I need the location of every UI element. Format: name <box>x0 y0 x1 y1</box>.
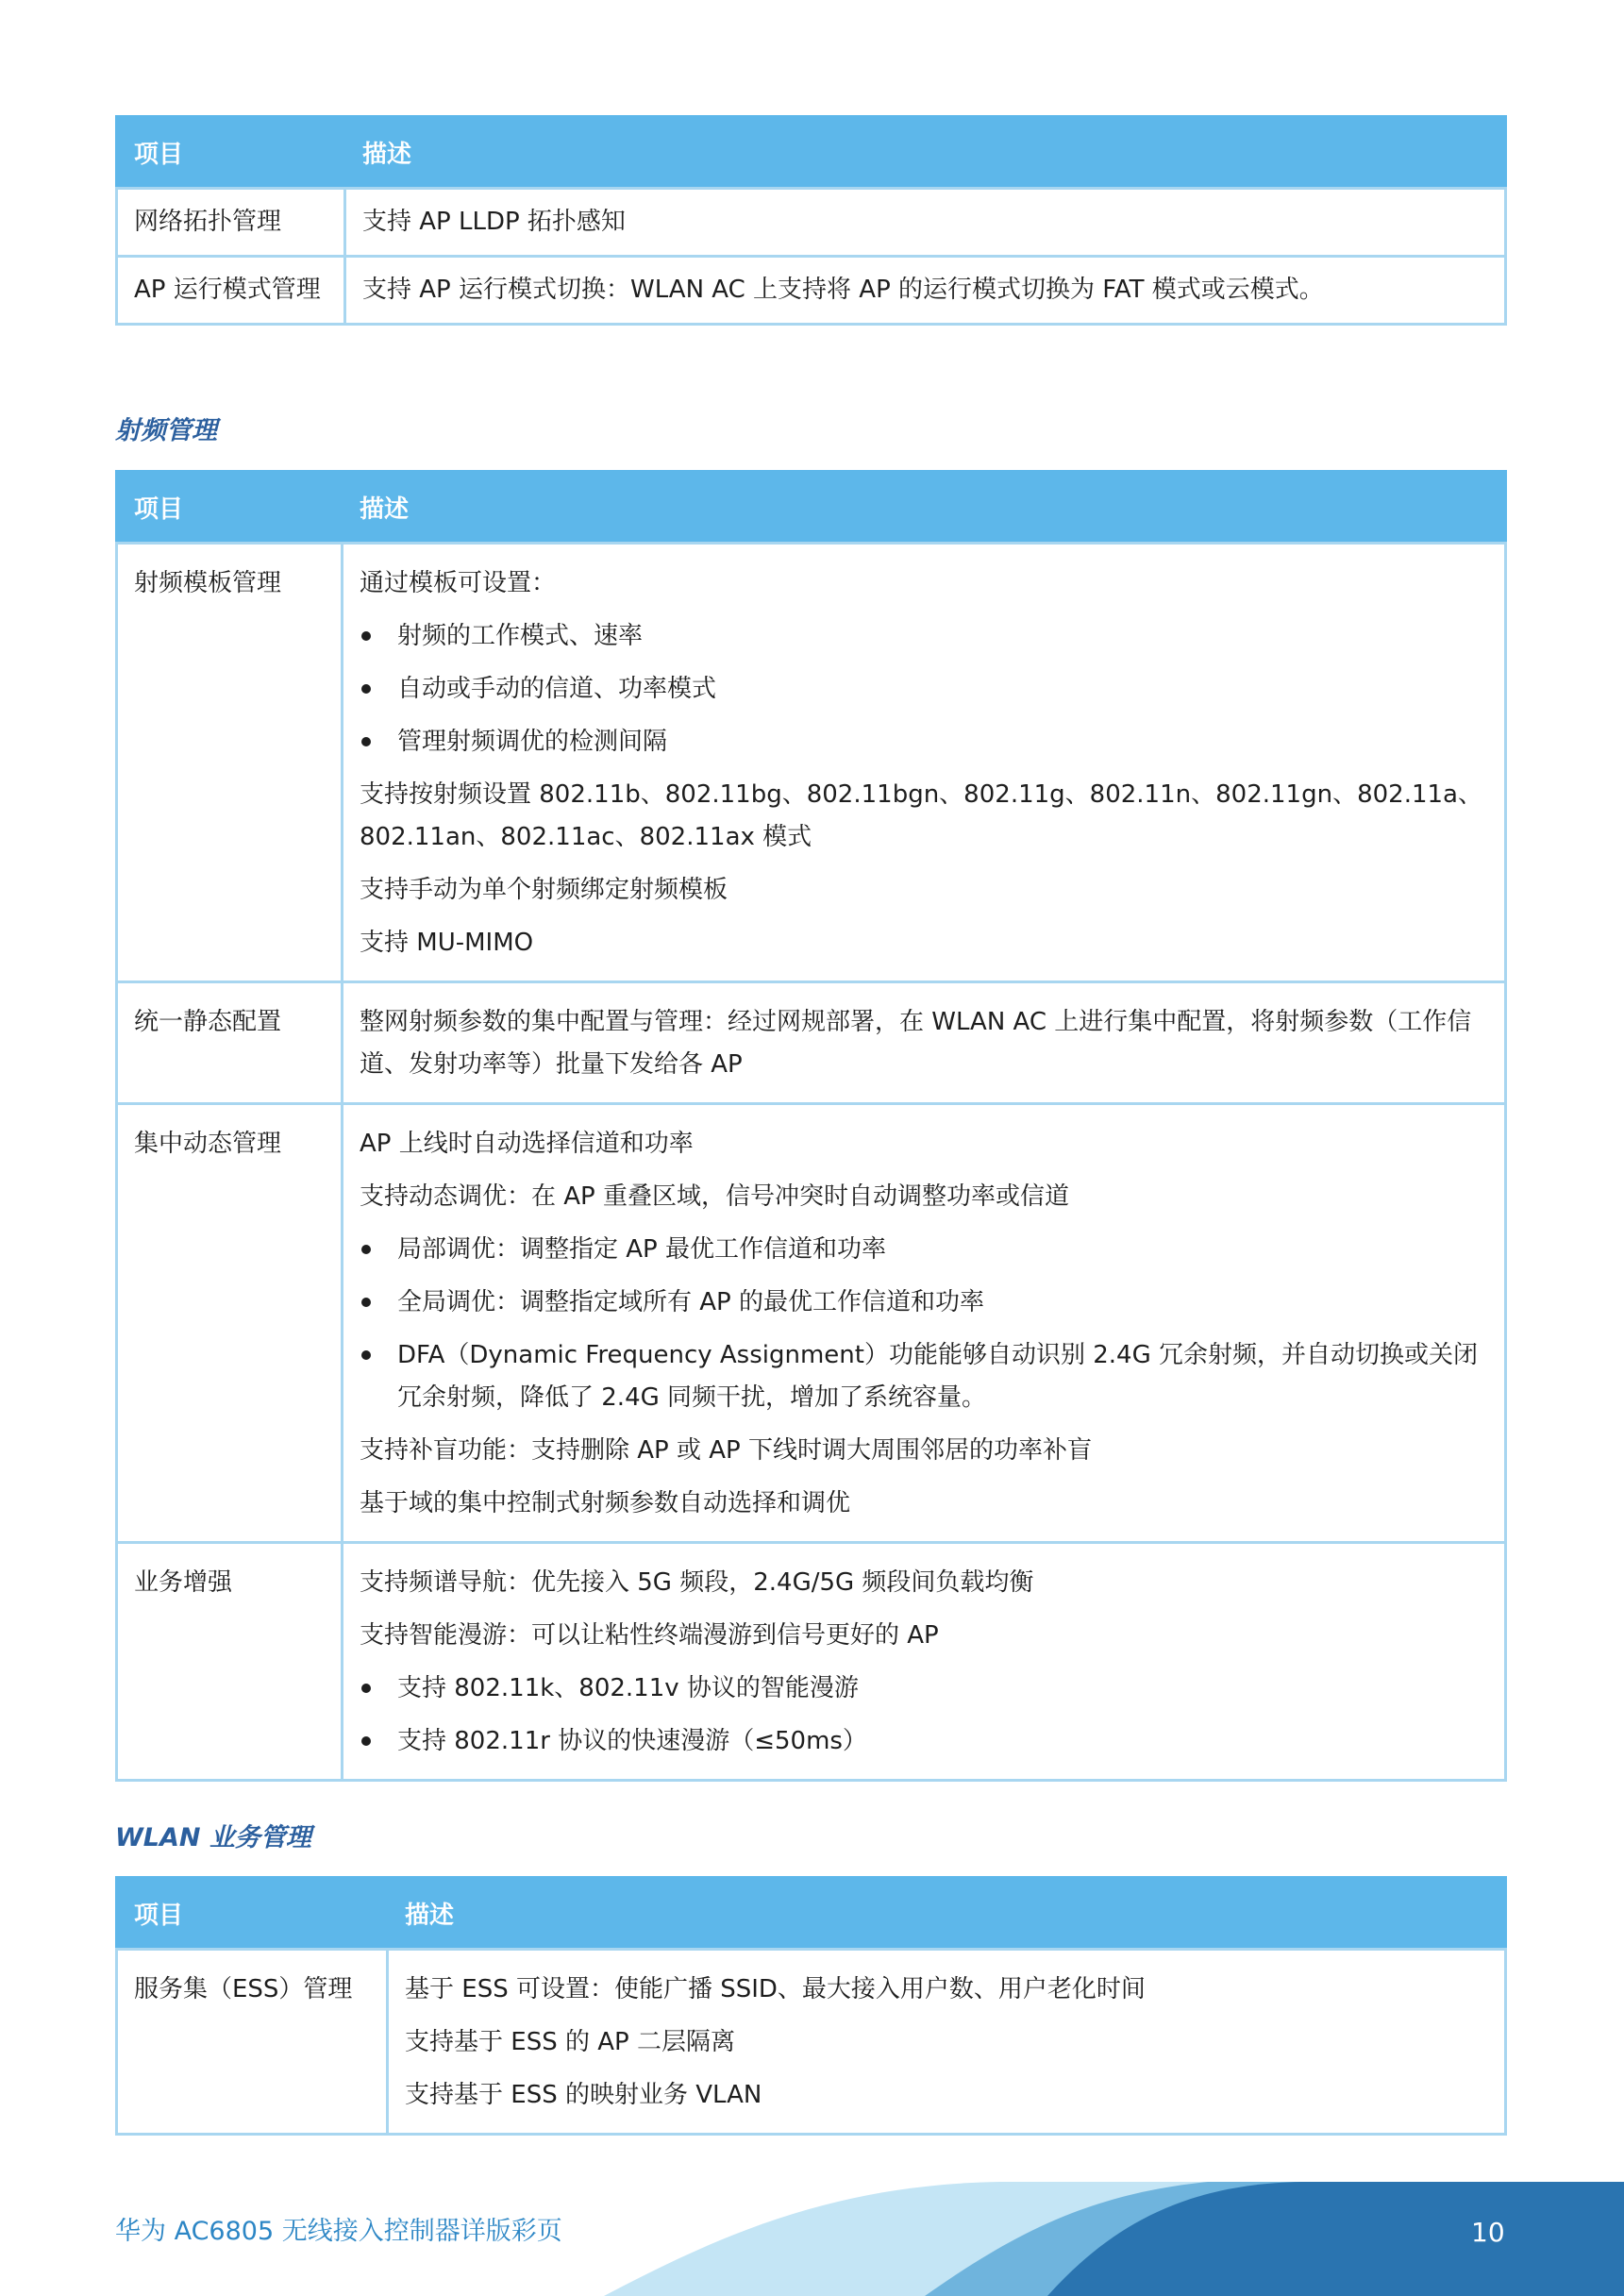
row-item: 统一静态配置 <box>117 982 343 1104</box>
footer-document-title: 华为 AC6805 无线接入控制器详版彩页 <box>115 2217 562 2246</box>
paragraph: 基于 ESS 可设置：使能广播 SSID、最大接入用户数、用户老化时间 <box>405 1975 1146 2003</box>
bullet-dot-icon <box>361 1298 371 1307</box>
row-item: 服务集（ESS）管理 <box>117 1950 388 2135</box>
row-description <box>343 982 1506 1104</box>
table-wlan <box>115 1876 1507 2136</box>
paragraph: 支持手动为单个射频绑定射频模板 <box>360 876 728 904</box>
paragraph: 支持 MU-MIMO <box>360 929 534 957</box>
bullet-dot-icon <box>361 737 371 746</box>
bullet-dot-icon <box>361 1350 371 1360</box>
bullet-item: 管理射频调优的检测间隔 <box>360 721 1488 763</box>
table-row <box>117 1104 1506 1543</box>
header-description: 描述 <box>345 117 1506 189</box>
paragraph: 整网射频参数的集中配置与管理：经过网规部署，在 WLAN AC 上进行集中配置，将射频参数（工作信道、发射功率等）批量下发给各 AP <box>360 1008 1472 1079</box>
bullet-item: 支持 802.11r 协议的快速漫游（≤50ms） <box>360 1720 1488 1763</box>
table-header-row <box>117 117 1506 189</box>
paragraph: 支持基于 ESS 的 AP 二层隔离 <box>405 2028 735 2056</box>
paragraph: 支持动态调优：在 AP 重叠区域，信号冲突时自动调整功率或信道 <box>360 1182 1069 1211</box>
page-number: 10 <box>1471 2217 1505 2248</box>
table-row <box>117 189 1506 257</box>
paragraph: 支持基于 ESS 的映射业务 VLAN <box>405 2081 762 2109</box>
table-row <box>117 1543 1506 1781</box>
row-description: 支持 AP LLDP 拓扑感知 <box>345 189 1506 257</box>
row-item: 业务增强 <box>117 1543 343 1781</box>
row-item: AP 运行模式管理 <box>117 257 345 325</box>
paragraph: 通过模板可设置： <box>360 569 557 597</box>
row-item: 集中动态管理 <box>117 1104 343 1543</box>
table-row <box>117 544 1506 982</box>
paragraph: 基于域的集中控制式射频参数自动选择和调优 <box>360 1489 851 1517</box>
paragraph: AP 上线时自动选择信道和功率 <box>360 1130 694 1158</box>
table-row <box>117 982 1506 1104</box>
paragraph: 支持智能漫游：可以让粘性终端漫游到信号更好的 AP <box>360 1621 939 1650</box>
paragraph: 支持频谱导航：优先接入 5G 频段，2.4G/5G 频段间负载均衡 <box>360 1568 1034 1597</box>
section-title-wlan: WLAN 业务管理 <box>115 1823 311 1852</box>
table-header-row <box>117 1878 1506 1950</box>
table-row <box>117 1950 1506 2135</box>
bullet-item: 支持 802.11k、802.11v 协议的智能漫游 <box>360 1668 1488 1710</box>
paragraph: 支持补盲功能：支持删除 AP 或 AP 下线时调大周围邻居的功率补盲 <box>360 1436 1092 1465</box>
bullet-item: 全局调优：调整指定域所有 AP 的最优工作信道和功率 <box>360 1282 1488 1324</box>
table-header-row <box>117 472 1506 544</box>
row-description <box>388 1950 1506 2135</box>
bullet-dot-icon <box>361 1684 371 1693</box>
row-description: 支持 AP 运行模式切换：WLAN AC 上支持将 AP 的运行模式切换为 FAT 模式或云模式。 <box>345 257 1506 325</box>
bullet-dot-icon <box>361 631 371 641</box>
bullet-item: 射频的工作模式、速率 <box>360 615 1488 658</box>
row-description <box>343 1543 1506 1781</box>
row-item: 网络拓扑管理 <box>117 189 345 257</box>
bullet-dot-icon <box>361 1245 371 1254</box>
table-topology <box>115 115 1507 326</box>
header-item: 项目 <box>117 472 343 544</box>
bullet-item: 自动或手动的信道、功率模式 <box>360 668 1488 711</box>
bullet-item: 局部调优：调整指定 AP 最优工作信道和功率 <box>360 1229 1488 1271</box>
row-description <box>343 544 1506 982</box>
bullet-dot-icon <box>361 1736 371 1746</box>
table-radio <box>115 470 1507 1782</box>
row-description <box>343 1104 1506 1543</box>
section-title-radio: 射频管理 <box>115 416 217 445</box>
header-description: 描述 <box>388 1878 1506 1950</box>
bullet-item: DFA（Dynamic Frequency Assignment）功能能够自动识别 2.4G 冗余射频，并自动切换或关闭冗余射频，降低了 2.4G 同频干扰，增加了系统容量。 <box>360 1334 1488 1419</box>
table-row <box>117 257 1506 325</box>
header-description: 描述 <box>343 472 1506 544</box>
row-item: 射频模板管理 <box>117 544 343 982</box>
paragraph: 支持按射频设置 802.11b、802.11bg、802.11bgn、802.11g、802.11n、802.11gn、802.11a、802.11an、802.11ac、802.11ax 模式 <box>360 780 1482 851</box>
header-item: 项目 <box>117 117 345 189</box>
header-item: 项目 <box>117 1878 388 1950</box>
bullet-dot-icon <box>361 684 371 694</box>
